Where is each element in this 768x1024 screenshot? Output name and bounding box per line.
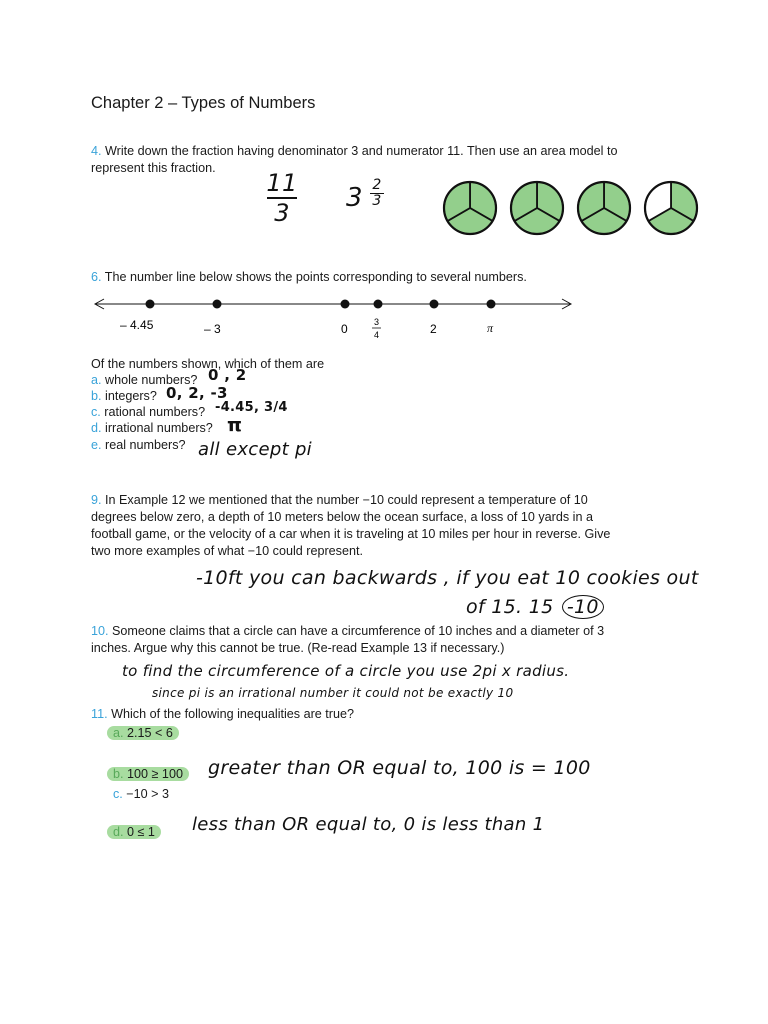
item-text: integers? bbox=[105, 389, 157, 403]
question-6 bbox=[91, 269, 527, 286]
list-item bbox=[113, 766, 189, 783]
item-label: d. bbox=[91, 421, 102, 435]
handwritten-answer-text: of 15. 15 bbox=[466, 596, 554, 618]
handwritten-answer: greater than OR equal to, 100 is = 100 bbox=[208, 757, 591, 779]
question-10 bbox=[91, 623, 691, 657]
circled-answer: -10 bbox=[562, 595, 604, 619]
handwritten-answer: all except pi bbox=[198, 439, 312, 460]
list-item bbox=[113, 824, 161, 841]
label-pi: π bbox=[487, 321, 494, 335]
item-text: 100 ≥ 100 bbox=[127, 767, 183, 781]
question-text: represent this fraction. bbox=[91, 161, 216, 175]
item-text: rational numbers? bbox=[104, 405, 206, 419]
question-text: Someone claims that a circle can have a circumference of 10 inches and a diameter of 3 bbox=[112, 624, 605, 638]
question-4 bbox=[91, 143, 711, 177]
fraction-numerator: 11 bbox=[266, 169, 298, 197]
point-neg-4-45 bbox=[146, 300, 155, 309]
handwritten-answer: -10ft you can backwards , if you eat 10 cookies out bbox=[196, 567, 699, 589]
point-neg-3 bbox=[213, 300, 222, 309]
item-label: e. bbox=[91, 438, 102, 452]
highlighted-option bbox=[107, 767, 189, 781]
question-text: degrees below zero, a depth of 10 meters below the ocean surface, a loss of 10 yards in a bbox=[91, 510, 593, 524]
question-number: 11. bbox=[91, 707, 108, 721]
point-three-quarters bbox=[374, 300, 383, 309]
point-0 bbox=[341, 300, 350, 309]
item-label: c. bbox=[113, 787, 123, 801]
question-number: 9. bbox=[91, 493, 102, 507]
number-line bbox=[90, 292, 580, 350]
area-model bbox=[440, 176, 710, 240]
fraction-denominator: 3 bbox=[274, 199, 290, 227]
item-text: 0 ≤ 1 bbox=[127, 825, 155, 839]
label-0: 0 bbox=[341, 322, 348, 336]
item-label: c. bbox=[91, 405, 101, 419]
handwritten-answer: 0, 2, -3 bbox=[166, 384, 228, 402]
question-text: football game, or the velocity of a car when it is traveling at 10 miles per hour in reverse. Give bbox=[91, 527, 611, 541]
handwritten-answer: -4.45, 3/4 bbox=[215, 400, 288, 415]
item-text: irrational numbers? bbox=[105, 421, 213, 435]
list-item bbox=[91, 404, 205, 421]
question-text: Which of the following inequalities are true? bbox=[111, 707, 354, 721]
question-text: In Example 12 we mentioned that the number −10 could represent a temperature of 10 bbox=[105, 493, 588, 507]
fraction-denominator: 3 bbox=[372, 193, 382, 209]
question-number: 10. bbox=[91, 624, 109, 638]
question-number: 4. bbox=[91, 144, 102, 158]
page-title: Chapter 2 – Types of Numbers bbox=[91, 94, 316, 112]
list-item bbox=[113, 786, 169, 803]
item-text: −10 > 3 bbox=[126, 787, 170, 801]
item-label: d. bbox=[113, 825, 124, 839]
list-item bbox=[113, 725, 179, 742]
item-label: b. bbox=[91, 389, 102, 403]
handwritten-answer: 0 , 2 bbox=[208, 366, 247, 384]
list-item bbox=[91, 437, 186, 454]
point-2 bbox=[430, 300, 439, 309]
question-text: The number line below shows the points corresponding to several numbers. bbox=[104, 270, 527, 284]
handwritten-fraction bbox=[262, 170, 302, 226]
point-pi bbox=[487, 300, 496, 309]
item-text: 2.15 < 6 bbox=[127, 726, 173, 740]
handwritten-answer: to find the circumference of a circle you use 2pi x radius. bbox=[122, 662, 570, 680]
question-11 bbox=[91, 706, 354, 723]
handwritten-answer bbox=[466, 595, 604, 619]
label-three-quarters-denominator: 4 bbox=[374, 330, 380, 340]
handwritten-answer: π bbox=[227, 414, 243, 436]
label-2: 2 bbox=[430, 322, 437, 336]
list-item bbox=[91, 388, 157, 405]
item-text: real numbers? bbox=[105, 438, 186, 452]
item-label: b. bbox=[113, 767, 124, 781]
question-text: Write down the fraction having denominator 3 and numerator 11. Then use an area model to bbox=[105, 144, 618, 158]
fraction-numerator: 2 bbox=[372, 177, 382, 193]
highlighted-option bbox=[107, 726, 179, 740]
item-text: whole numbers? bbox=[105, 373, 198, 387]
label-neg-3: – 3 bbox=[204, 322, 221, 336]
question-text: inches. Argue why this cannot be true. (Re-read Example 13 if necessary.) bbox=[91, 641, 505, 655]
question-text: two more examples of what −10 could represent. bbox=[91, 544, 363, 558]
question-number: 6. bbox=[91, 270, 102, 284]
question-6-prompt: Of the numbers shown, which of them are bbox=[91, 357, 325, 371]
handwritten-answer: since pi is an irrational number it could not be exactly 10 bbox=[152, 686, 514, 700]
item-label: a. bbox=[91, 373, 102, 387]
label-three-quarters-numerator: 3 bbox=[374, 317, 380, 327]
list-item bbox=[91, 420, 213, 437]
highlighted-option bbox=[107, 825, 161, 839]
handwritten-answer: less than OR equal to, 0 is less than 1 bbox=[192, 814, 545, 835]
mixed-number-fraction bbox=[368, 178, 386, 209]
mixed-number-whole: 3 bbox=[346, 183, 363, 213]
question-9 bbox=[91, 492, 691, 560]
label-neg-4-45: – 4.45 bbox=[120, 318, 154, 332]
item-label: a. bbox=[113, 726, 124, 740]
